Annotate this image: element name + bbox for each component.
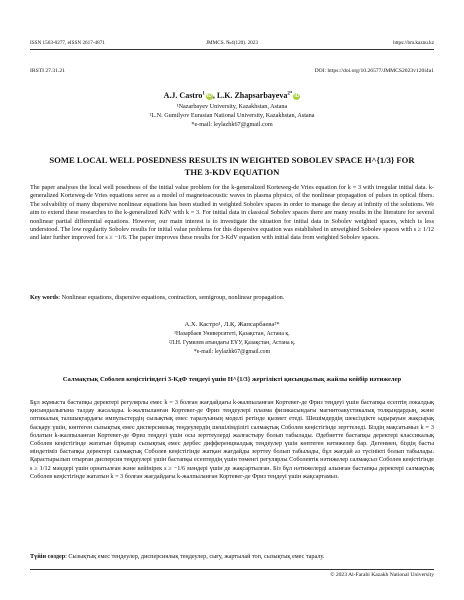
orcid-icon[interactable]: iD: [294, 93, 300, 99]
authors-line: A.J. Castro$^1$ iD, L.K. Zhapsarbayeva$^{2*}$ iD: [163, 91, 300, 100]
journal-site-link[interactable]: https://bm.kaznu.kz: [393, 40, 434, 46]
keywords-text: : Nonlinear equations, dispersive equations, contraction, semigroup, nonlinear propagation.: [58, 294, 285, 301]
header-rule: [30, 49, 434, 50]
keywords-en: [30, 294, 434, 302]
author-1-sup: 1: [202, 91, 205, 97]
author-1-name: A.J. Castro: [163, 91, 203, 100]
keywords-label: Key words: [30, 294, 59, 301]
affiliation-2: ²L.N. Gumilyov Eurasian National University, Kazakhstan, Astana: [149, 112, 315, 119]
doi-link[interactable]: DOI: https://doi.org/10.26577/JMMCS2023v120i4a1: [314, 68, 434, 74]
abstract-en: The paper analyses the local well posedness of the initial value problem for the k-generalized Korteweg-de Vries equation for k = 3 with irregular initial data. k-generalized Korteweg-de Vries equations serve as a model of magnetoacoustic waves in plasma physics, of the nonlinear propagation of pulses in optical fibers. The solvability of many dispersive nonlinear equations has been studied in weighted Sobolev spaces in order to manage the decay at infinity of the solutions. We aim to extend these researches to the k-generalized KdV with k = 3. For initial data in classical Sobolev spaces there are many results in the literature for several nonlinear partial differential equations. However, our main interest is to investigate the situation for initial data in Sobolev weighted spaces, which is less understood. The low regularity Sobolev results for initial value problems for this dispersive equation was established in unweighted Sobolev spaces with s ≥ 1/12 and later further improved for s ≥ −1/6. The paper improves these results for 3-KdV equation with initial data from weighted Sobolev spaces.: [30, 184, 434, 242]
kz-affiliation-1: ¹Назарбаев Университеті, Қазақстан, Астана қ.: [174, 331, 290, 337]
running-header: [30, 40, 434, 48]
keywords-kz: [30, 553, 434, 561]
footer-rule: [30, 569, 434, 570]
paper-title-en: SOME LOCAL WELL POSEDNESS RESULTS IN WEIGHTED SOBOLEV SPACE H^{1/3} FOR THE 3-KDV EQUATION: [49, 155, 415, 177]
abstract-kz: Бұл жұмыста бастапқы деректері регулярлы емес k = 3 болған жағдайдағы k-жалпыланған Кортевег-де Фриз теңдеуі үшін бастапқы есептің локалдық қисындылығына талдау жасалады. k-жалпыланған Кортевег-де Фриз теңдеулері плазма физикасындағы магнитоакустикалық толқындардың, және оптикалық талшықтардағы импульстердің сызықтық емес таралуының моделі ретінде қызмет етеді. Шешімдердің шексіздікте ыдырауын жақсырақ басқару үшін, көптеген сызықтық емес дисперсиялық теңдеулердің шешілімділігі салмақтық Соболев кеңістігінде зерттеледі. Біздің мақсатымыз k = 3 болатын k-жалпыланған Кортевег-де Фриз теңдеуі үшін осы зерттеулерді жалғастыру болып табылады. Әдебиетте бастапқы деректері классикалық Соболев кеңістігінде жататын бірқатар сызықтық емес дербес дифференциалдық теңдеулер үшін көптеген нәтижелер бар. Дегенмен, біздің басты міндетіміз бастапқы деректері салмақтық Соболев кеңістігінде жатқан жағдайды зерттеу болып табылады, бұл жағдай аз түсінікті болып табылады. Қарастырылып отырған дисперсия теңдеулері үшін бастапқы есептердің үшін төменгі регулярлы Соболевтік нәтижелер салмақсыз Соболев кеңістігінде s ≥ 1/12 мәндері үшін орнатылған және кейінірек s ≥ −1/6 мәндері үшін де жақсартылған. Біз бұл нәтижелерді алынған бастапқы деректері салмақтық Соболев кеңістігінде жататын k = 3 болған жағдайдағы k-жалпыланған Кортевег-де Фриз теңдеуі үшін жақсартамыз.: [30, 399, 434, 480]
kz-author-email: *e-mail: leylazhk67@gmail.com: [193, 349, 271, 355]
copyright-text: © 2023 Al-Farabi Kazakh National University: [330, 572, 434, 578]
orcid-icon[interactable]: iD: [206, 93, 212, 99]
irsti-code: IRSTI 27.31.21: [30, 68, 65, 74]
kz-keywords-label: Түйін сөздер: [30, 553, 66, 560]
kz-affiliation-2: ²Л.Н. Гумилев атындағы ЕҰУ, Қазақстан, Астана қ.: [168, 340, 296, 346]
issn-text: ISSN 1563-0277, eISSN 2617-4871: [30, 40, 105, 46]
author-2-name: L.K. Zhapsarbayeva: [216, 91, 288, 100]
journal-issue-text: JMMCS. №4(120). 2023: [206, 40, 258, 46]
paper-title-kz: Салмақтық Соболев кеңістігіндегі 3-КдФ теңдеуі үшін H^{1/3} жергілікті қисындылық жайлы кейбір нәтижелер: [62, 376, 402, 383]
kz-keywords-text: : Сызықтық емес теңдеулер, дисперсиялық теңдеулер, сығу, жартылай топ, сызықтық емес таралу.: [65, 553, 325, 560]
author-email: *e-mail: leylazhk67@gmail.com: [191, 121, 273, 128]
kz-authors-line: А.Х. Кастро¹, Л.Қ. Жапсарбаева²*: [184, 321, 280, 328]
author-2-sup: 2*: [287, 91, 293, 97]
affiliation-1: ¹Nazarbayev University, Kazakhstan, Astana: [176, 103, 288, 110]
